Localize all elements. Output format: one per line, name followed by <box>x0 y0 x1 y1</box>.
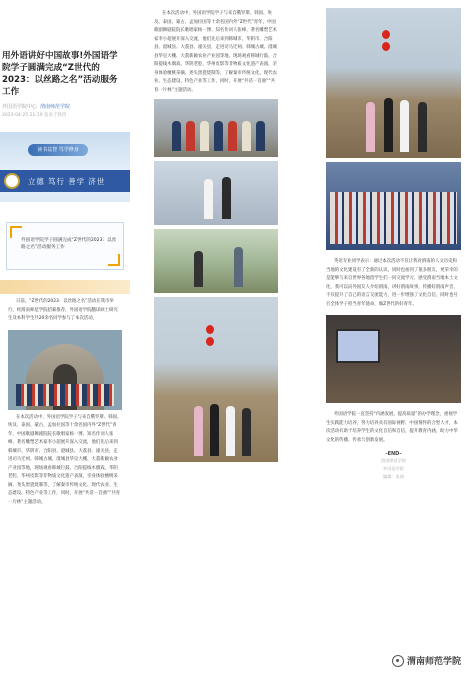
paragraph-student-reflection: 英语专业同学表示：通过本次活动不仅让我对渭南的人文历史和当地的文化建设有了全新的认识，同时也加到了很多朋友，更荣幸的是能够与来自世界各地留学生们一同交流学习，感受渭南当地本土文化，我可以向外国友人介绍渭南、讲好渭南故事，传播好渭南声音，不仅提升了自己的语言交流能力，进一步增强了文化自信，同时也号召全体学子担当青年使命，做Z世代的好青年。 <box>326 259 458 307</box>
person-figure <box>210 404 219 456</box>
person-figure <box>204 179 213 219</box>
crowd-shape <box>330 192 457 244</box>
person-figure <box>400 100 409 152</box>
footer-line-2: 外国语学院 <box>383 466 404 471</box>
person-figure <box>226 406 235 456</box>
summary-card <box>6 222 124 270</box>
school-seal-icon <box>4 173 20 189</box>
footer-line-3: 编辑：张倩 <box>383 474 404 479</box>
person-figure <box>194 406 203 456</box>
paragraph-activities: 在本次活动中，外国语学院学子与来自俄罗斯、韩国、埃及、泰国、蒙古、孟加拉国等十余名国内外“Z世代”青年，中国歌剧舞剧院院长歌唱家杨一博、知名作词人张峰、著名雕塑艺术家李小超展开深入交流，他们先后来到韩城市、华阴市、合阳县、澄城县、大荔县、潼关县，走进司马迁祠、韩城古城、澄城县华皇大棚、大荔新颖农业产业园等地，现场观看韩城行鼓、合阳提线木偶戏、华阴老腔、华州皮影等非物质文化遗产表演，亲身体验檀桃采摘、尧头黑瓷烧制等，了解秦市传统文化、现代农业、生态建设、特色产业等工作，同时，开展“共话一首曲”“共育一片林”主题活动。 <box>8 414 122 505</box>
paragraph-intro: 日前，“Z世代的2023：以丝路之名”活动在我市举行，经渭南师范学院招募推荐，外国语学院翻译硕士研究生及本科学生共20余名同学参与了本次活动。 <box>8 299 118 321</box>
article-column-1 <box>0 0 130 677</box>
publish-location: 发表于陕西 <box>44 113 67 118</box>
photo-two-students <box>154 161 278 225</box>
paragraph-activities-repeat: 在本次活动中，外国语学院学子与来自俄罗斯、韩国、埃及、泰国、蒙古、孟加拉国等十余名国内外“Z世代”青年，中国歌剧舞剧院院长歌唱家杨一博、知名作词人张峰、著名雕塑艺术家李小超展开深入交流，他们先后来到韩城市、华阴市、合阳县、澄城县、大荔县、潼关县，走进司马迁祠、韩城古城、澄城县华皇大棚、大荔新颖农业产业园等地，现场观看韩城行鼓、合阳提线木偶戏、华阴老腔、华州皮影等非物质文化遗产表演，亲身体验檀桃采摘、尧头黑瓷烧制等，了解秦市传统文化、现代农业、生态建设、特色产业等工作，同时，开展“共话一首曲”“共育一片林”主题活动。 <box>154 11 277 93</box>
summary-text: 外国语学院学子圆满完成“Z世代的2023：以丝路之名”活动服务工作 <box>21 238 117 250</box>
source-prefix: 外国语学院中心 <box>2 104 38 110</box>
photo-city-gate <box>8 330 122 410</box>
photo-lanterns-group <box>154 297 278 462</box>
person-figure <box>256 121 265 151</box>
article-column-2 <box>150 0 282 677</box>
lantern-icon <box>382 30 390 39</box>
weixin-watermark <box>392 654 461 667</box>
photo-costume-group <box>326 162 461 250</box>
group-shape <box>16 384 114 406</box>
person-figure <box>234 247 243 287</box>
article-column-3 <box>322 0 465 677</box>
hero-banner <box>0 132 130 202</box>
lantern-icon <box>206 337 214 346</box>
photo-group-at-gate <box>154 99 278 157</box>
lantern-icon <box>206 325 214 334</box>
school-motto: 立德 笃行 善学 济世 <box>28 176 106 186</box>
person-figure <box>418 102 427 152</box>
decorative-divider <box>0 280 130 294</box>
lantern-icon <box>382 42 390 51</box>
source-link[interactable]: 渭南师范学院 <box>40 104 71 110</box>
photo-exhibition-room <box>326 315 461 403</box>
person-figure <box>194 251 203 287</box>
photo-tree-planting <box>154 229 278 293</box>
person-figure <box>222 177 231 219</box>
watermark-text: 渭南师范学院 <box>406 657 461 667</box>
article-title: 用外语讲好中国故事!外国语学院学子圆满完成“Z世代的2023：以丝路之名”活动服务工作 <box>2 51 118 97</box>
person-figure <box>172 121 181 151</box>
photo-pavilion-group <box>326 8 461 158</box>
paragraph-conclusion: 外国语学院一直坚持“内涵发展、提高质量”的办学理念，重视学生实践能力培养，努力培养具有国际视野、中国情怀的合型人才，本次活动有助于培养学生的文化自信和自信，提升教育内涵，助力中华文化的传播、传承与创新发展。 <box>326 412 458 443</box>
article-time <box>0 110 130 118</box>
person-figure <box>200 121 209 151</box>
person-figure <box>242 121 251 151</box>
display-screen <box>336 329 380 363</box>
person-figure <box>214 121 223 151</box>
person-figure <box>228 121 237 151</box>
person-figure <box>366 102 375 152</box>
hero-band <box>0 170 130 192</box>
publish-time: 2023-04-25 21:19 <box>2 113 43 118</box>
person-figure <box>242 408 251 456</box>
end-marker: -END- <box>385 451 402 457</box>
weixin-icon <box>392 655 404 667</box>
person-figure <box>384 98 393 152</box>
article-meta <box>0 98 130 110</box>
person-figure <box>186 121 195 151</box>
hero-slogan: 读书益智 笃学修身 <box>28 144 88 156</box>
footer-line-1: 渭南师范学院 <box>380 458 407 463</box>
